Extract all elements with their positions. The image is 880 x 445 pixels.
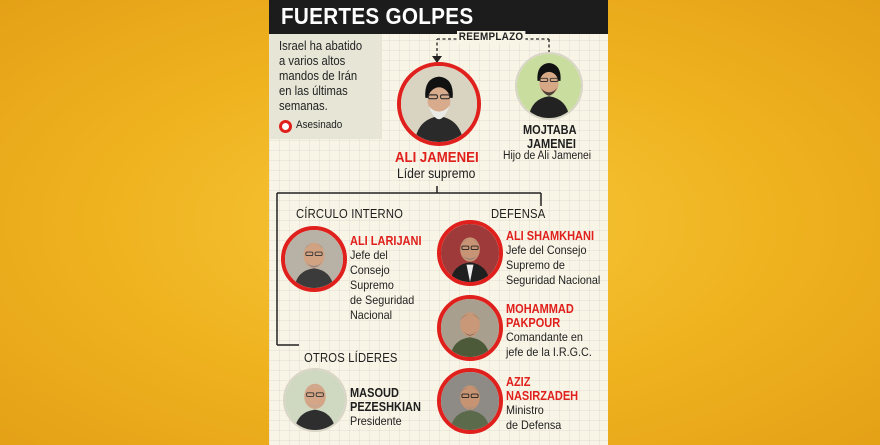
person-photo-icon (285, 230, 343, 288)
ali-jamenei-role: Líder supremo (397, 166, 476, 181)
ali-shamkhani-portrait (437, 220, 503, 286)
masoud-pezeshkian-name-line1: MASOUD (350, 386, 399, 400)
ali-shamkhani-role-1: Jefe del Consejo (506, 243, 587, 257)
ali-jamenei-name: ALI JAMENEI (395, 149, 479, 166)
mojtaba-jamenei-portrait (515, 52, 583, 120)
ali-larijani-role-4: de Seguridad (350, 293, 415, 307)
ali-larijani-role-3: Supremo (350, 278, 394, 292)
aziz-nasirzadeh-name-line1: AZIZ (506, 375, 531, 389)
person-photo-icon (285, 370, 345, 430)
ali-shamkhani-name: ALI SHAMKHANI (506, 229, 594, 243)
infographic-title: FUERTES GOLPES (281, 3, 474, 29)
person-photo-icon (401, 66, 477, 142)
mohammad-pakpour-role-1: Comandante en (506, 330, 583, 344)
mohammad-pakpour-name-line2: PAKPOUR (506, 316, 561, 330)
section-other-leaders: OTROS LÍDERES (304, 351, 398, 365)
ali-larijani-name: ALI LARIJANI (350, 234, 422, 248)
person-photo-icon (441, 372, 499, 430)
masoud-pezeshkian-name-line2: PEZESHKIAN (350, 400, 421, 414)
person-photo-icon (441, 224, 499, 282)
ali-shamkhani-role-2: Supremo de (506, 258, 565, 272)
mojtaba-jamenei-name-line1: MOJTABA (523, 123, 577, 137)
mojtaba-jamenei-name-line2: JAMENEI (527, 137, 576, 151)
mohammad-pakpour-name-line1: MOHAMMAD (506, 302, 574, 316)
section-inner-circle: CÍRCULO INTERNO (296, 207, 404, 221)
masoud-pezeshkian-portrait (283, 368, 347, 432)
aziz-nasirzadeh-portrait (437, 368, 503, 434)
section-defense: DEFENSA (491, 207, 546, 221)
ali-larijani-role-5: Nacional (350, 308, 393, 322)
mohammad-pakpour-portrait (437, 295, 503, 361)
aziz-nasirzadeh-role-2: de Defensa (506, 418, 562, 432)
legend-label: Asesinado (296, 119, 343, 131)
ali-larijani-role-1: Jefe del (350, 248, 388, 262)
mojtaba-jamenei-role: Hijo de Ali Jamenei (503, 150, 592, 162)
ali-shamkhani-role-3: Seguridad Nacional (506, 273, 601, 287)
mohammad-pakpour-role-2: jefe de la I.R.G.C. (506, 345, 592, 359)
intro-text: Israel ha abatido a varios altos mandos de Irán en las últimas semanas. (279, 39, 363, 113)
ali-larijani-portrait (281, 226, 347, 292)
aziz-nasirzadeh-name-line2: NASIRZADEH (506, 389, 579, 403)
ali-jamenei-portrait (397, 62, 481, 146)
replacement-label: REEMPLAZO (458, 31, 524, 43)
aziz-nasirzadeh-role-1: Ministro (506, 403, 544, 417)
ali-larijani-role-2: Consejo (350, 263, 390, 277)
person-photo-icon (517, 54, 581, 118)
masoud-pezeshkian-role: Presidente (350, 414, 402, 428)
infographic-panel (269, 0, 608, 445)
person-photo-icon (441, 299, 499, 357)
